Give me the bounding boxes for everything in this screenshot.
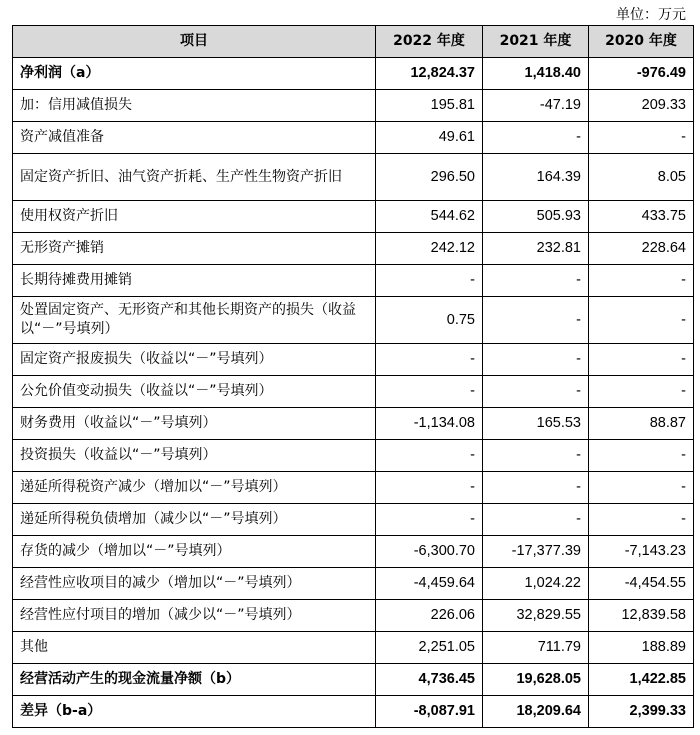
table-row [13,536,694,568]
row-label: 经营活动产生的现金流量净额（b） [13,664,376,696]
row-label: 经营性应收项目的减少（增加以“－”号填列） [13,568,376,600]
table-row [13,154,694,201]
value-2022: 12,824.37 [376,58,483,90]
value-2021: 1,418.40 [483,58,589,90]
value-2021: - [483,122,589,154]
value-2022: 0.75 [376,297,483,344]
value-2021: 19,628.05 [483,664,589,696]
value-2022: -1,134.08 [376,408,483,440]
row-label: 财务费用（收益以“－”号填列） [13,408,376,440]
table-row [13,376,694,408]
table-row [13,472,694,504]
value-2021: - [483,376,589,408]
value-2021: - [483,472,589,504]
table-row [13,440,694,472]
value-2021: 711.79 [483,632,589,664]
value-2020: - [589,265,694,297]
value-2021: -17,377.39 [483,536,589,568]
row-label: 经营性应付项目的增加（减少以“－”号填列） [13,600,376,632]
value-2020: - [589,440,694,472]
table-row [13,632,694,664]
value-2021: - [483,344,589,376]
value-2020: 188.89 [589,632,694,664]
table-row [13,664,694,696]
value-2022: 4,736.45 [376,664,483,696]
value-2022: 296.50 [376,154,483,201]
table-row [13,58,694,90]
unit-label: 单位：万元 [616,7,686,23]
value-2021: - [483,265,589,297]
header-2022: 2022 年度 [376,26,483,58]
value-2022: 544.62 [376,201,483,233]
value-2022: 49.61 [376,122,483,154]
row-label: 长期待摊费用摊销 [13,265,376,297]
table-row [13,233,694,265]
row-label: 固定资产报废损失（收益以“－”号填列） [13,344,376,376]
value-2021: 1,024.22 [483,568,589,600]
row-label: 加：信用减值损失 [13,90,376,122]
value-2022: - [376,472,483,504]
value-2022: 195.81 [376,90,483,122]
header-2021: 2021 年度 [483,26,589,58]
cash-flow-reconciliation-table [12,25,694,728]
row-label: 使用权资产折旧 [13,201,376,233]
row-label: 差异（b-a） [13,696,376,728]
value-2022: -8,087.91 [376,696,483,728]
value-2022: - [376,440,483,472]
value-2020: - [589,472,694,504]
value-2020: - [589,297,694,344]
table-row [13,504,694,536]
table-row [13,696,694,728]
table-row [13,408,694,440]
row-label: 固定资产折旧、油气资产折耗、生产性生物资产折旧 [13,154,376,201]
value-2022: 242.12 [376,233,483,265]
value-2022: - [376,344,483,376]
row-label: 公允价值变动损失（收益以“－”号填列） [13,376,376,408]
value-2020: -7,143.23 [589,536,694,568]
value-2022: 226.06 [376,600,483,632]
value-2020: 2,399.33 [589,696,694,728]
table-row [13,122,694,154]
header-2020: 2020 年度 [589,26,694,58]
row-label: 无形资产摊销 [13,233,376,265]
table-row [13,265,694,297]
row-label: 资产减值准备 [13,122,376,154]
value-2021: 505.93 [483,201,589,233]
value-2020: - [589,122,694,154]
value-2021: 18,209.64 [483,696,589,728]
value-2021: - [483,440,589,472]
row-label: 其他 [13,632,376,664]
value-2021: - [483,504,589,536]
value-2022: - [376,504,483,536]
row-label: 投资损失（收益以“－”号填列） [13,440,376,472]
value-2020: 433.75 [589,201,694,233]
header-item: 项目 [13,26,376,58]
row-label: 处置固定资产、无形资产和其他长期资产的损失（收益以“－”号填列） [13,297,376,344]
value-2020: - [589,376,694,408]
table-row [13,600,694,632]
value-2020: 1,422.85 [589,664,694,696]
table-row [13,297,694,344]
value-2021: 164.39 [483,154,589,201]
value-2021: 32,829.55 [483,600,589,632]
table-row [13,201,694,233]
value-2021: -47.19 [483,90,589,122]
value-2020: 8.05 [589,154,694,201]
value-2020: - [589,344,694,376]
row-label: 存货的减少（增加以“－”号填列） [13,536,376,568]
table-header-row [13,26,694,58]
table-row [13,90,694,122]
value-2021: 232.81 [483,233,589,265]
value-2020: - [589,504,694,536]
value-2021: 165.53 [483,408,589,440]
value-2020: 88.87 [589,408,694,440]
value-2022: -4,459.64 [376,568,483,600]
table-row [13,344,694,376]
value-2022: 2,251.05 [376,632,483,664]
value-2020: 228.64 [589,233,694,265]
value-2022: -6,300.70 [376,536,483,568]
value-2020: -4,454.55 [589,568,694,600]
table-row [13,568,694,600]
value-2020: 209.33 [589,90,694,122]
value-2020: 12,839.58 [589,600,694,632]
table-body [13,58,694,728]
value-2021: - [483,297,589,344]
row-label: 净利润（a） [13,58,376,90]
row-label: 递延所得税资产减少（增加以“－”号填列） [13,472,376,504]
row-label: 递延所得税负债增加（减少以“－”号填列） [13,504,376,536]
value-2020: -976.49 [589,58,694,90]
value-2022: - [376,376,483,408]
value-2022: - [376,265,483,297]
